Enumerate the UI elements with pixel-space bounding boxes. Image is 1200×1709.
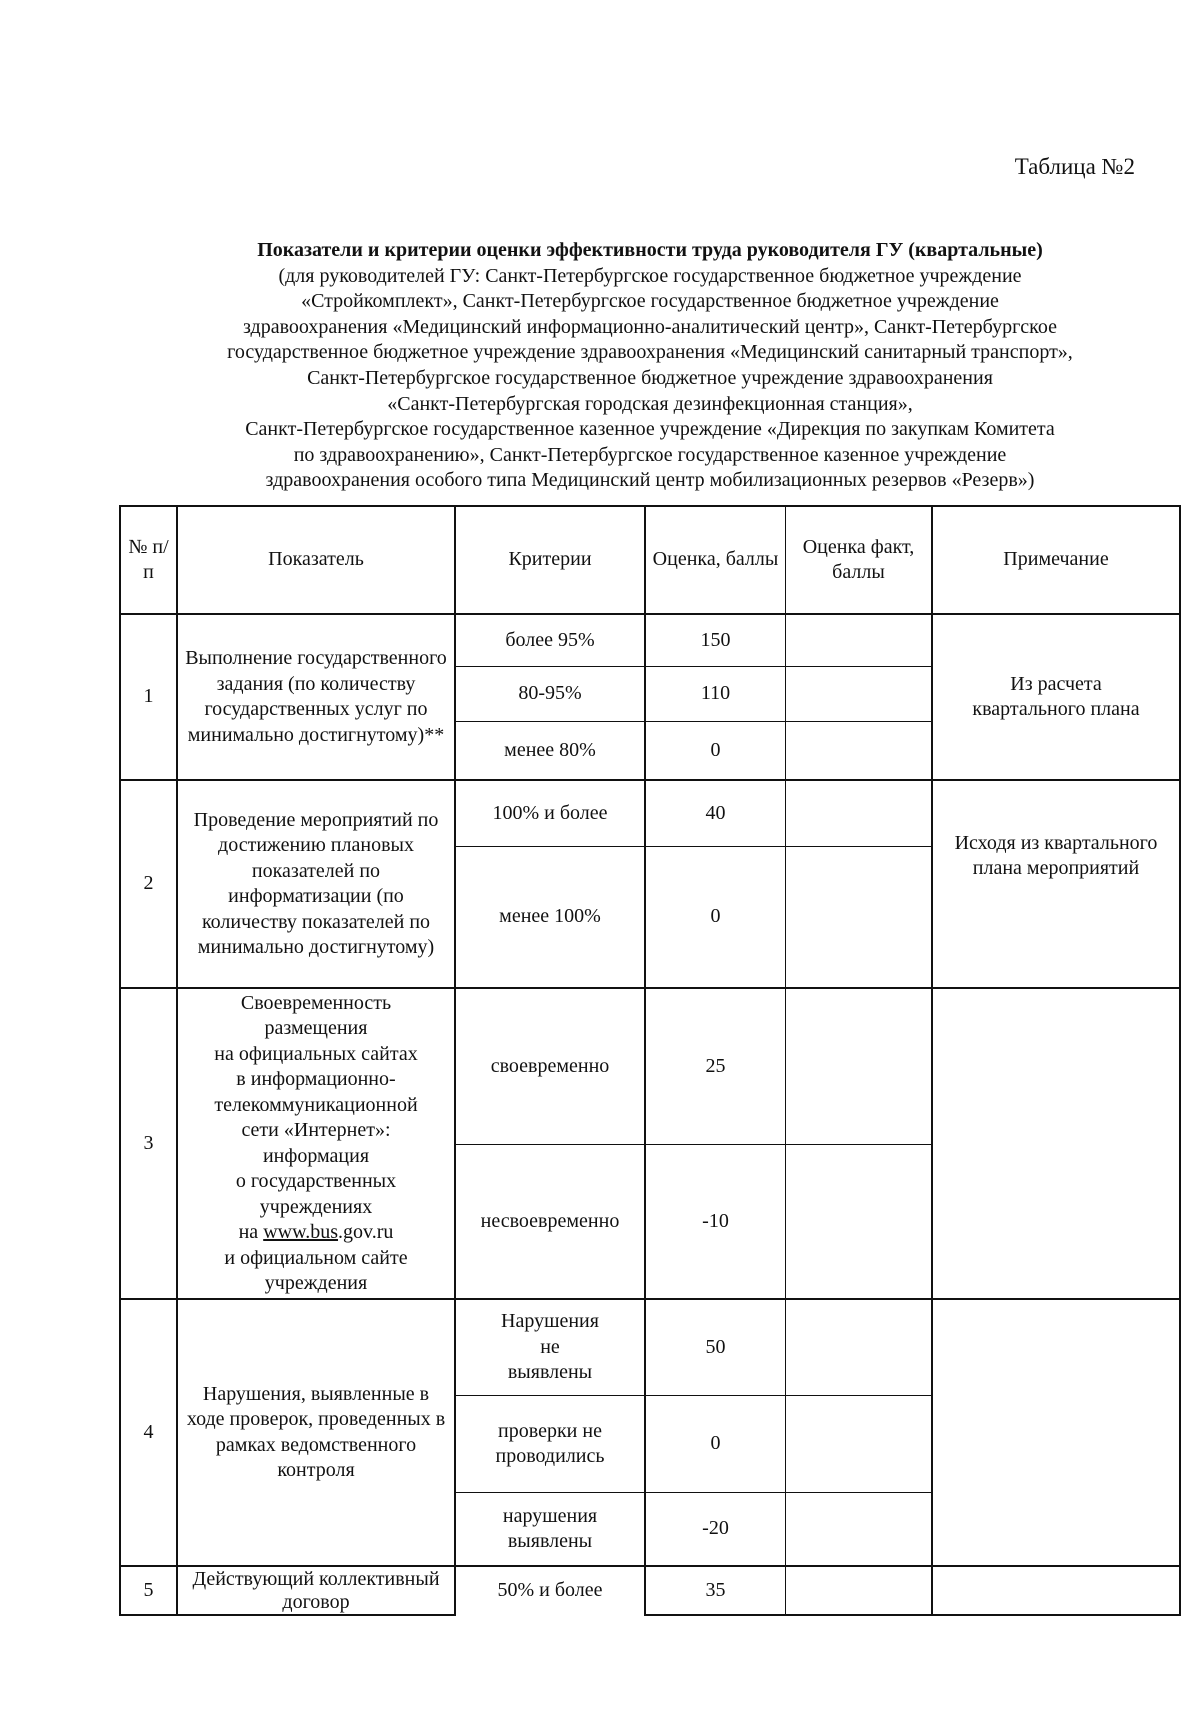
indicator-line: размещения	[264, 1017, 368, 1039]
table-border-right	[1179, 505, 1181, 1616]
criterion-cell: Нарушения не выявлены	[501, 1310, 599, 1384]
score-cell: 25	[705, 1054, 726, 1077]
subtitle-line: (для руководителей ГУ: Санкт-Петербургское государственное бюджетное учреждение	[278, 264, 1022, 287]
indicator-cell: Проведение мероприятий по достижению плановых показателей по информатизации (по количеству показателей по минимально достигнутому)	[193, 808, 439, 958]
note-cell	[933, 989, 1179, 1298]
subtitle-line: по здравоохранению», Санкт-Петербургское государственное казенное учреждение	[293, 443, 1007, 466]
criterion-cell: менее 80%	[504, 738, 596, 761]
indicator-line: на официальных сайтах	[214, 1042, 418, 1065]
subtitle-line: «Стройкомплект», Санкт-Петербургское государственное бюджетное учреждение	[301, 290, 999, 313]
criterion-cell: проверки не проводились	[495, 1419, 605, 1467]
indicator-line: на www.bus.gov.ru	[238, 1221, 394, 1243]
indicator-line: Своевременность	[240, 991, 392, 1014]
row-number: 1	[143, 685, 154, 708]
criterion-cell: более 95%	[505, 628, 595, 651]
criterion-cell: менее 100%	[499, 905, 601, 928]
column-header: Примечание	[1003, 548, 1109, 571]
indicator-line: в информационно-	[236, 1068, 396, 1090]
score-cell: 0	[710, 1432, 721, 1455]
indicator-cell	[178, 989, 454, 1298]
table-column-rule	[785, 505, 786, 1616]
score-cell: -20	[702, 1517, 729, 1540]
column-header: Оценка факт, баллы	[802, 535, 915, 583]
note-cell: Исходя из квартального плана мероприятий	[954, 831, 1158, 879]
row-number: 3	[143, 1131, 154, 1154]
criterion-cell: своевременно	[490, 1054, 610, 1077]
criterion-cell: 80-95%	[518, 682, 582, 705]
row-number: 4	[143, 1420, 154, 1443]
subtitle-line: Санкт-Петербургское государственное бюджетное учреждение здравоохранения	[307, 366, 993, 389]
column-header: Показатель	[268, 548, 364, 571]
column-header: Критерии	[508, 548, 592, 571]
document-heading	[150, 238, 1150, 494]
score-cell: 0	[710, 738, 721, 761]
criterion-cell: 100% и более	[492, 801, 608, 824]
subtitle-line: Санкт-Петербургское государственное казенное учреждение «Дирекция по закупкам Комитета	[245, 418, 1055, 441]
column-header: № п/п	[128, 535, 169, 583]
score-cell: 110	[700, 682, 731, 705]
indicator-line: учреждения	[264, 1272, 368, 1294]
indicator-cell: Выполнение государственного задания (по количеству государственных услуг по минимально достигнутому)**	[185, 647, 447, 746]
note-cell	[933, 1300, 1179, 1565]
note-cell: Из расчета квартального плана	[972, 672, 1140, 720]
score-cell: -10	[702, 1209, 729, 1232]
subtitle-line: «Санкт-Петербургская городская дезинфекционная станция»,	[387, 392, 913, 415]
score-cell: 0	[710, 905, 721, 928]
score-cell: 40	[705, 801, 726, 824]
indicator-line: информация	[262, 1144, 370, 1167]
indicator-cell: Нарушения, выявленные в ходе проверок, проведенных в рамках ведомственного контроля	[186, 1382, 446, 1481]
table-label: Таблица №2	[1014, 154, 1135, 179]
criterion-cell: нарушения выявлены	[502, 1504, 598, 1552]
indicator-line: о государственных	[235, 1170, 397, 1192]
score-cell: 50	[705, 1335, 726, 1358]
subtitle-line: здравоохранения «Медицинский информационно-аналитический центр», Санкт-Петербургское	[242, 315, 1057, 338]
table-border-bottom	[119, 1614, 456, 1616]
subtitle-line: здравоохранения особого типа Медицинский центр мобилизационных резервов «Резерв»)	[265, 469, 1035, 492]
row-number: 5	[143, 1578, 154, 1601]
criterion-cell: 50% и более	[497, 1578, 603, 1601]
indicator-line: и официальном сайте	[224, 1246, 408, 1269]
note-cell	[933, 1567, 1179, 1614]
indicator-line: телекоммуникационной	[214, 1093, 418, 1116]
score-cell: 150	[700, 628, 731, 651]
row-number: 2	[143, 872, 154, 895]
indicator-line: учреждениях	[259, 1195, 373, 1218]
table-border-bottom	[645, 1614, 1181, 1616]
indicator-line: сети «Интернет»:	[241, 1119, 391, 1141]
criterion-cell: несвоевременно	[480, 1209, 620, 1232]
indicator-cell: Действующий коллективный договор	[192, 1567, 440, 1613]
bus-gov-link[interactable]: www.bus	[263, 1221, 339, 1243]
subtitle-line: государственное бюджетное учреждение здравоохранения «Медицинский санитарный транспорт»,	[227, 341, 1073, 364]
score-cell: 35	[705, 1578, 726, 1601]
column-header: Оценка, баллы	[652, 548, 779, 571]
document-title: Показатели и критерии оценки эффективности труда руководителя ГУ (квартальные)	[257, 239, 1043, 261]
